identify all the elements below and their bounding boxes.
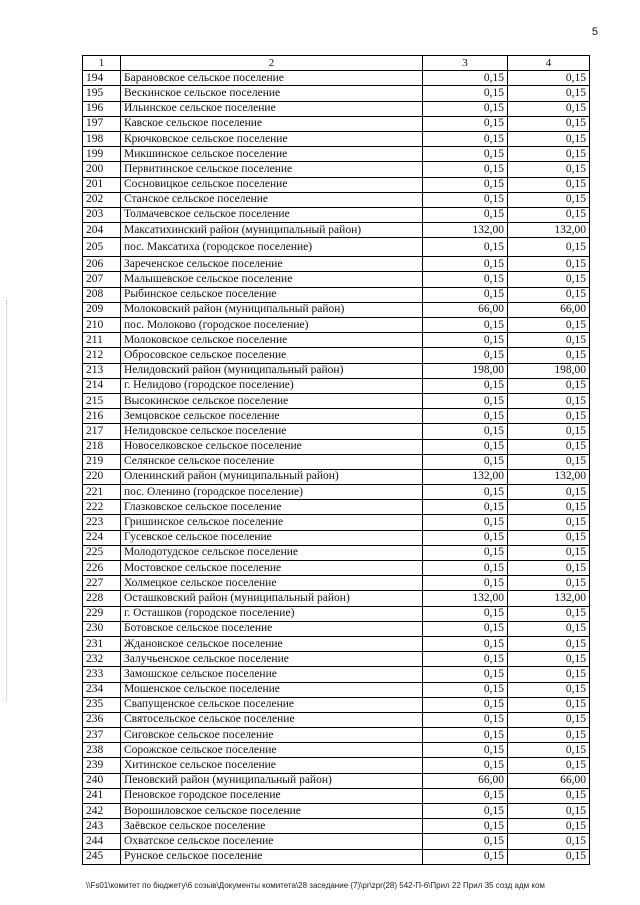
table-row	[83, 393, 590, 408]
row-number-cell: 205	[83, 238, 121, 257]
row-name-cell: г. Нелидово (городское поселение)	[121, 378, 423, 393]
row-value-col4-cell: 0,15	[508, 318, 590, 333]
row-value-col3-cell: 0,15	[423, 500, 508, 515]
row-number-cell: 242	[83, 804, 121, 819]
row-number-cell: 233	[83, 667, 121, 682]
row-value-col3-cell: 132,00	[423, 469, 508, 484]
table-row	[83, 348, 590, 363]
table-row	[83, 318, 590, 333]
row-value-col3-cell: 132,00	[423, 591, 508, 606]
row-value-col3-cell: 198,00	[423, 363, 508, 378]
row-value-col3-cell: 0,15	[423, 238, 508, 257]
table-row	[83, 101, 590, 116]
table-header-row	[83, 56, 590, 71]
row-value-col4-cell: 0,15	[508, 667, 590, 682]
row-number-cell: 241	[83, 788, 121, 803]
table-row	[83, 71, 590, 86]
row-name-cell: Рунское сельское поселение	[121, 849, 423, 864]
row-value-col4-cell: 0,15	[508, 162, 590, 177]
row-number-cell: 199	[83, 147, 121, 162]
row-value-col3-cell: 0,15	[423, 147, 508, 162]
row-number-cell: 214	[83, 378, 121, 393]
row-value-col4-cell: 0,15	[508, 409, 590, 424]
table-row	[83, 131, 590, 146]
row-number-cell: 220	[83, 469, 121, 484]
table-row	[83, 530, 590, 545]
row-number-cell: 203	[83, 207, 121, 222]
table-row	[83, 667, 590, 682]
row-number-cell: 227	[83, 576, 121, 591]
table-row	[83, 257, 590, 272]
row-value-col4-cell: 0,15	[508, 378, 590, 393]
table-row	[83, 545, 590, 560]
row-value-col3-cell: 0,15	[423, 849, 508, 864]
row-number-cell: 231	[83, 636, 121, 651]
row-value-col3-cell: 0,15	[423, 192, 508, 207]
row-value-col4-cell: 0,15	[508, 849, 590, 864]
table-row	[83, 500, 590, 515]
row-value-col3-cell: 0,15	[423, 393, 508, 408]
row-value-col4-cell: 0,15	[508, 177, 590, 192]
table-row	[83, 576, 590, 591]
row-value-col3-cell: 0,15	[423, 116, 508, 131]
row-value-col3-cell: 0,15	[423, 728, 508, 743]
row-value-col3-cell: 0,15	[423, 545, 508, 560]
table-row	[83, 162, 590, 177]
scan-edge-mark	[6, 300, 8, 700]
row-value-col4-cell: 0,15	[508, 192, 590, 207]
row-name-cell: Высокинское сельское поселение	[121, 393, 423, 408]
row-value-col4-cell: 132,00	[508, 591, 590, 606]
row-value-col4-cell: 0,15	[508, 743, 590, 758]
row-name-cell: Ждановское сельское поселение	[121, 636, 423, 651]
row-number-cell: 196	[83, 101, 121, 116]
row-number-cell: 226	[83, 561, 121, 576]
row-number-cell: 232	[83, 652, 121, 667]
table-row	[83, 86, 590, 101]
row-name-cell: Холмецкое сельское поселение	[121, 576, 423, 591]
row-value-col3-cell: 0,15	[423, 652, 508, 667]
header-col-1: 1	[83, 56, 121, 71]
row-number-cell: 230	[83, 621, 121, 636]
table-row	[83, 849, 590, 864]
row-name-cell: Микшинское сельское поселение	[121, 147, 423, 162]
footer-file-path: \\Fs01\комитет по бюджету\6 созыв\Документы комитета\28 заседание (7)\pr\zpr(28) 542-П-6\Прил 22 Прил 35 созд адм ком	[86, 881, 545, 890]
row-name-cell: Пеновский район (муниципальный район)	[121, 773, 423, 788]
row-number-cell: 240	[83, 773, 121, 788]
row-value-col4-cell: 0,15	[508, 207, 590, 222]
row-number-cell: 198	[83, 131, 121, 146]
row-value-col4-cell: 0,15	[508, 257, 590, 272]
row-value-col4-cell: 0,15	[508, 621, 590, 636]
row-value-col4-cell: 0,15	[508, 101, 590, 116]
table-row	[83, 682, 590, 697]
row-name-cell: Мошенское сельское поселение	[121, 682, 423, 697]
row-name-cell: Охватское сельское поселение	[121, 834, 423, 849]
row-value-col3-cell: 0,15	[423, 348, 508, 363]
table-row	[83, 238, 590, 257]
row-number-cell: 218	[83, 439, 121, 454]
row-name-cell: Станское сельское поселение	[121, 192, 423, 207]
header-col-3: 3	[423, 56, 508, 71]
table-row	[83, 712, 590, 727]
row-name-cell: Залучьенское сельское поселение	[121, 652, 423, 667]
table-row	[83, 177, 590, 192]
row-value-col3-cell: 0,15	[423, 207, 508, 222]
row-name-cell: Молодотудское сельское поселение	[121, 545, 423, 560]
row-value-col3-cell: 0,15	[423, 682, 508, 697]
row-number-cell: 201	[83, 177, 121, 192]
row-name-cell: Вескинское сельское поселение	[121, 86, 423, 101]
table-row	[83, 409, 590, 424]
table-body	[83, 71, 590, 865]
row-name-cell: Толмачевское сельское поселение	[121, 207, 423, 222]
row-name-cell: пос. Молоково (городское поселение)	[121, 318, 423, 333]
row-number-cell: 217	[83, 424, 121, 439]
row-number-cell: 224	[83, 530, 121, 545]
row-number-cell: 212	[83, 348, 121, 363]
row-value-col4-cell: 0,15	[508, 86, 590, 101]
table-row	[83, 788, 590, 803]
row-value-col4-cell: 0,15	[508, 606, 590, 621]
row-value-col4-cell: 0,15	[508, 454, 590, 469]
table-row	[83, 223, 590, 238]
row-value-col3-cell: 0,15	[423, 162, 508, 177]
row-name-cell: Глазковское сельское поселение	[121, 500, 423, 515]
row-value-col3-cell: 0,15	[423, 621, 508, 636]
row-name-cell: Сосновицкое сельское поселение	[121, 177, 423, 192]
table-row	[83, 819, 590, 834]
row-value-col4-cell: 0,15	[508, 424, 590, 439]
table-row	[83, 515, 590, 530]
row-number-cell: 202	[83, 192, 121, 207]
row-number-cell: 216	[83, 409, 121, 424]
row-value-col3-cell: 0,15	[423, 712, 508, 727]
row-value-col4-cell: 0,15	[508, 652, 590, 667]
table-row	[83, 147, 590, 162]
row-name-cell: Гусевское сельское поселение	[121, 530, 423, 545]
row-name-cell: Первитинское сельское поселение	[121, 162, 423, 177]
row-value-col3-cell: 0,15	[423, 318, 508, 333]
table-row	[83, 302, 590, 317]
row-number-cell: 215	[83, 393, 121, 408]
row-value-col4-cell: 198,00	[508, 363, 590, 378]
row-number-cell: 223	[83, 515, 121, 530]
row-value-col4-cell: 0,15	[508, 758, 590, 773]
row-value-col3-cell: 0,15	[423, 758, 508, 773]
row-value-col4-cell: 66,00	[508, 302, 590, 317]
table-row	[83, 652, 590, 667]
row-name-cell: Малышевское сельское поселение	[121, 272, 423, 287]
row-value-col3-cell: 0,15	[423, 788, 508, 803]
table-row	[83, 804, 590, 819]
row-value-col4-cell: 0,15	[508, 439, 590, 454]
table-row	[83, 333, 590, 348]
row-name-cell: Зареченское сельское поселение	[121, 257, 423, 272]
row-name-cell: Селянское сельское поселение	[121, 454, 423, 469]
row-number-cell: 209	[83, 302, 121, 317]
table-row	[83, 439, 590, 454]
row-value-col4-cell: 0,15	[508, 147, 590, 162]
row-number-cell: 234	[83, 682, 121, 697]
row-name-cell: Обросовское сельское поселение	[121, 348, 423, 363]
row-name-cell: пос. Оленино (городское поселение)	[121, 485, 423, 500]
row-value-col3-cell: 66,00	[423, 302, 508, 317]
row-name-cell: г. Осташков (городское поселение)	[121, 606, 423, 621]
row-value-col4-cell: 0,15	[508, 131, 590, 146]
row-number-cell: 208	[83, 287, 121, 302]
row-value-col3-cell: 0,15	[423, 439, 508, 454]
row-name-cell: Сиговское сельское поселение	[121, 728, 423, 743]
table-row	[83, 743, 590, 758]
table-row	[83, 606, 590, 621]
row-name-cell: Замошское сельское поселение	[121, 667, 423, 682]
row-value-col4-cell: 0,15	[508, 393, 590, 408]
table-row	[83, 561, 590, 576]
row-value-col4-cell: 0,15	[508, 561, 590, 576]
row-value-col4-cell: 0,15	[508, 515, 590, 530]
row-value-col4-cell: 0,15	[508, 238, 590, 257]
row-number-cell: 228	[83, 591, 121, 606]
row-number-cell: 206	[83, 257, 121, 272]
row-name-cell: Ворошиловское сельское поселение	[121, 804, 423, 819]
row-name-cell: Рыбинское сельское поселение	[121, 287, 423, 302]
row-name-cell: Кавское сельское поселение	[121, 116, 423, 131]
row-name-cell: Святосельское сельское поселение	[121, 712, 423, 727]
row-number-cell: 222	[83, 500, 121, 515]
row-name-cell: Барановское сельское поселение	[121, 71, 423, 86]
row-name-cell: Гришинское сельское поселение	[121, 515, 423, 530]
row-value-col4-cell: 0,15	[508, 485, 590, 500]
row-number-cell: 207	[83, 272, 121, 287]
table-row	[83, 773, 590, 788]
row-value-col4-cell: 0,15	[508, 576, 590, 591]
table-row	[83, 116, 590, 131]
table-row	[83, 363, 590, 378]
header-col-4: 4	[508, 56, 590, 71]
table-row	[83, 728, 590, 743]
table-row	[83, 485, 590, 500]
row-value-col3-cell: 0,15	[423, 636, 508, 651]
row-value-col3-cell: 0,15	[423, 530, 508, 545]
table-row	[83, 636, 590, 651]
table-row	[83, 378, 590, 393]
row-value-col4-cell: 0,15	[508, 682, 590, 697]
table-row	[83, 591, 590, 606]
row-number-cell: 213	[83, 363, 121, 378]
row-value-col3-cell: 0,15	[423, 485, 508, 500]
row-value-col3-cell: 0,15	[423, 86, 508, 101]
row-number-cell: 238	[83, 743, 121, 758]
row-number-cell: 194	[83, 71, 121, 86]
row-value-col3-cell: 0,15	[423, 131, 508, 146]
row-number-cell: 204	[83, 223, 121, 238]
row-name-cell: Осташковский район (муниципальный район)	[121, 591, 423, 606]
row-name-cell: Максатихинский район (муниципальный район)	[121, 223, 423, 238]
row-value-col4-cell: 0,15	[508, 116, 590, 131]
table-row	[83, 697, 590, 712]
row-number-cell: 211	[83, 333, 121, 348]
page-number: 5	[591, 26, 598, 38]
row-number-cell: 219	[83, 454, 121, 469]
row-name-cell: Мостовское сельское поселение	[121, 561, 423, 576]
row-value-col4-cell: 0,15	[508, 287, 590, 302]
table-row	[83, 454, 590, 469]
row-value-col3-cell: 132,00	[423, 223, 508, 238]
table-row	[83, 272, 590, 287]
row-value-col4-cell: 0,15	[508, 272, 590, 287]
row-name-cell: Оленинский район (муниципальный район)	[121, 469, 423, 484]
row-value-col4-cell: 66,00	[508, 773, 590, 788]
row-value-col4-cell: 0,15	[508, 834, 590, 849]
row-number-cell: 221	[83, 485, 121, 500]
table-row	[83, 621, 590, 636]
row-name-cell: пос. Максатиха (городское поселение)	[121, 238, 423, 257]
row-value-col3-cell: 0,15	[423, 101, 508, 116]
row-value-col4-cell: 132,00	[508, 223, 590, 238]
row-value-col3-cell: 0,15	[423, 667, 508, 682]
row-value-col3-cell: 0,15	[423, 287, 508, 302]
row-name-cell: Заёвское сельское поселение	[121, 819, 423, 834]
row-number-cell: 235	[83, 697, 121, 712]
row-name-cell: Крючковское сельское поселение	[121, 131, 423, 146]
row-value-col4-cell: 132,00	[508, 469, 590, 484]
row-name-cell: Ботовское сельское поселение	[121, 621, 423, 636]
row-name-cell: Хитинское сельское поселение	[121, 758, 423, 773]
row-value-col3-cell: 0,15	[423, 697, 508, 712]
table-row	[83, 207, 590, 222]
row-value-col3-cell: 0,15	[423, 71, 508, 86]
row-name-cell: Ильинское сельское поселение	[121, 101, 423, 116]
row-value-col4-cell: 0,15	[508, 500, 590, 515]
row-value-col4-cell: 0,15	[508, 71, 590, 86]
row-value-col4-cell: 0,15	[508, 348, 590, 363]
row-value-col4-cell: 0,15	[508, 545, 590, 560]
row-number-cell: 195	[83, 86, 121, 101]
row-number-cell: 229	[83, 606, 121, 621]
row-name-cell: Молоковский район (муниципальный район)	[121, 302, 423, 317]
row-value-col3-cell: 0,15	[423, 743, 508, 758]
row-number-cell: 225	[83, 545, 121, 560]
row-number-cell: 200	[83, 162, 121, 177]
row-value-col4-cell: 0,15	[508, 636, 590, 651]
row-value-col4-cell: 0,15	[508, 728, 590, 743]
row-number-cell: 245	[83, 849, 121, 864]
table-row	[83, 834, 590, 849]
row-value-col3-cell: 0,15	[423, 819, 508, 834]
row-number-cell: 236	[83, 712, 121, 727]
row-name-cell: Нелидовский район (муниципальный район)	[121, 363, 423, 378]
row-value-col3-cell: 0,15	[423, 378, 508, 393]
table-row	[83, 469, 590, 484]
row-value-col3-cell: 0,15	[423, 576, 508, 591]
row-name-cell: Свапущенское сельское поселение	[121, 697, 423, 712]
row-number-cell: 210	[83, 318, 121, 333]
row-value-col3-cell: 0,15	[423, 272, 508, 287]
row-value-col4-cell: 0,15	[508, 712, 590, 727]
row-name-cell: Новоселковское сельское поселение	[121, 439, 423, 454]
table-row	[83, 287, 590, 302]
row-value-col3-cell: 0,15	[423, 257, 508, 272]
table-row	[83, 192, 590, 207]
row-number-cell: 243	[83, 819, 121, 834]
row-number-cell: 237	[83, 728, 121, 743]
row-value-col3-cell: 66,00	[423, 773, 508, 788]
row-value-col3-cell: 0,15	[423, 561, 508, 576]
row-value-col3-cell: 0,15	[423, 606, 508, 621]
row-value-col3-cell: 0,15	[423, 515, 508, 530]
row-number-cell: 244	[83, 834, 121, 849]
row-value-col3-cell: 0,15	[423, 834, 508, 849]
table-row	[83, 424, 590, 439]
row-value-col3-cell: 0,15	[423, 804, 508, 819]
row-value-col3-cell: 0,15	[423, 454, 508, 469]
row-value-col3-cell: 0,15	[423, 424, 508, 439]
row-name-cell: Сорожское сельское поселение	[121, 743, 423, 758]
row-value-col4-cell: 0,15	[508, 788, 590, 803]
row-value-col4-cell: 0,15	[508, 804, 590, 819]
row-value-col3-cell: 0,15	[423, 409, 508, 424]
row-value-col4-cell: 0,15	[508, 333, 590, 348]
row-name-cell: Земцовское сельское поселение	[121, 409, 423, 424]
row-value-col4-cell: 0,15	[508, 697, 590, 712]
row-value-col4-cell: 0,15	[508, 819, 590, 834]
row-number-cell: 239	[83, 758, 121, 773]
row-value-col3-cell: 0,15	[423, 177, 508, 192]
allocation-table	[82, 55, 590, 865]
row-value-col3-cell: 0,15	[423, 333, 508, 348]
table-row	[83, 758, 590, 773]
row-value-col4-cell: 0,15	[508, 530, 590, 545]
row-name-cell: Молоковское сельское поселение	[121, 333, 423, 348]
row-name-cell: Пеновское городское поселение	[121, 788, 423, 803]
row-number-cell: 197	[83, 116, 121, 131]
row-name-cell: Нелидовское сельское поселение	[121, 424, 423, 439]
header-col-2: 2	[121, 56, 423, 71]
